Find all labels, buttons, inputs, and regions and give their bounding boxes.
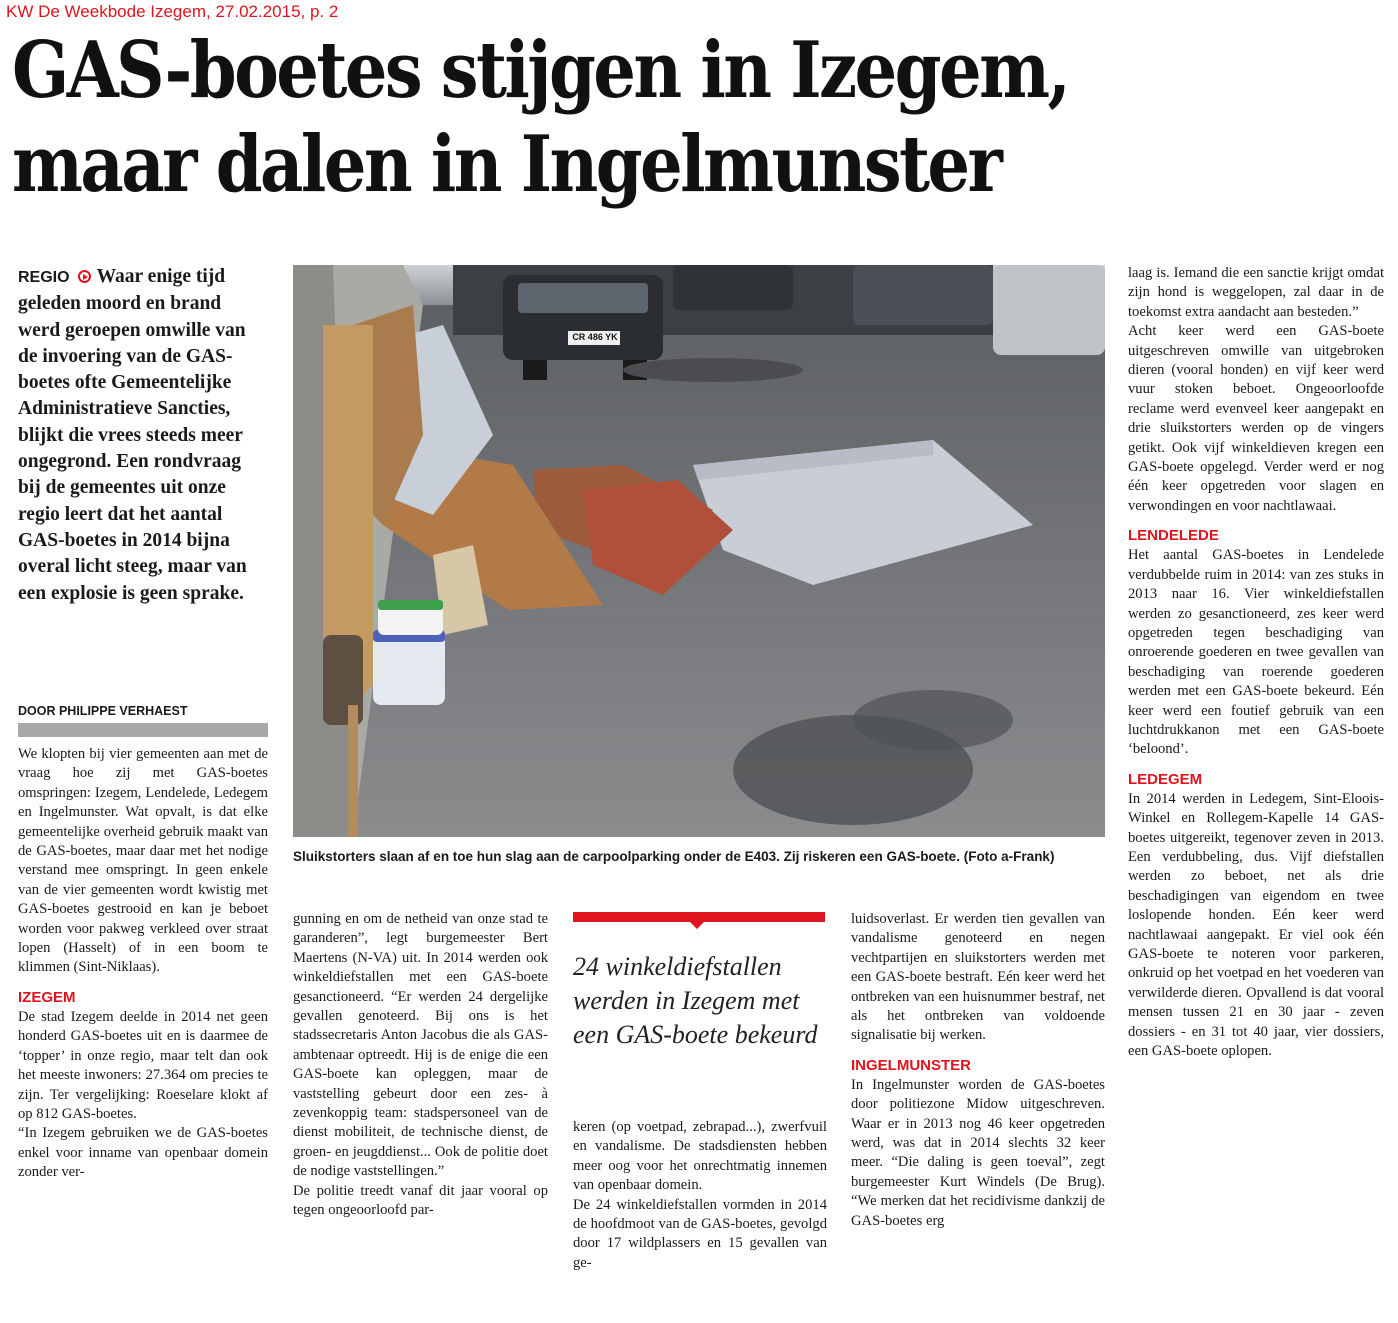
section-heading-izegem: IZEGEM bbox=[18, 988, 76, 1006]
headline-line-1: GAS-boetes stijgen in Izegem, bbox=[12, 25, 1069, 116]
column-1 bbox=[18, 745, 268, 1183]
paragraph: Het aantal GAS-boetes in Lendelede verdubbelde ruim in 2014: van zes stuks in 2013 naar 16. Vier winkeldiefstallen werden zo gesanctioneerd, zes keer werd opgetreden tegen beschadiging van onroerende goederen en twee gevallen van beschadiging van roerende goederen werden met een GAS-boete bekeurd. Eén keer werd een foutief gebruik van een luchtdrukkanon met een GAS-boete ‘beloond’. bbox=[1128, 547, 1384, 758]
source-line: KW De Weekbode Izegem, 27.02.2015, p. 2 bbox=[6, 2, 339, 21]
news-photo bbox=[293, 265, 1105, 837]
paragraph: gunning en om de netheid van onze stad te garanderen”, legt burgemeester Bert Maertens (N-VA) uit. In 2014 werden ook winkeldiefstallen met een GAS-boete gesanctioneerd. “Er werden 24 dergelijke gevallen genoteerd. Bij ons is het stadssecretaris Anton Jacobus die als GAS-ambtenaar optreedt. Hij is de enige die een GAS-boete kan opleggen, maar de vaststelling gebeurt door een zes- à zevenkoppig team: stadspersoneel van de dienst mobiliteit, de technische dienst, de groen- en jeugddienst... Ook de politie doet de nodige vaststellingen.” bbox=[293, 911, 548, 1180]
paragraph: De stad Izegem deelde in 2014 net geen honderd GAS-boetes uit en is daarmee de ‘topper’ in onze regio, maar telt dan ook het meeste inwoners: 27.364 om precies te zijn. Ter vergelijking: Roeselare klokt af op 812 GAS-boetes. bbox=[18, 1008, 268, 1122]
byline: DOOR PHILIPPE VERHAEST bbox=[18, 704, 188, 718]
column-5 bbox=[1128, 264, 1384, 1061]
column-2 bbox=[293, 910, 548, 1221]
paragraph: “In Izegem gebruiken we de GAS-boetes enkel voor inname van openbaar domein zonder ver- bbox=[18, 1125, 268, 1181]
paragraph: laag is. Iemand die een sanctie krijgt omdat zijn hond is weggelopen, zal daar in de toekomst extra aandacht aan besteden.” bbox=[1128, 265, 1384, 320]
paragraph: De 24 winkeldiefstallen vormden in 2014 de hoofdmoot van de GAS-boetes, gevolgd door 17 wildplassers en 15 gevallen van ge- bbox=[573, 1196, 827, 1271]
license-plate: CR 486 YK bbox=[572, 332, 618, 342]
arrow-circle-icon bbox=[78, 270, 91, 283]
headline bbox=[12, 24, 1199, 212]
paragraph: In 2014 werden in Ledegem, Sint-Eloois-Winkel en Rollegem-Kapelle 14 GAS-boetes uitgereikt, tegenover zeven in 2013. Een verdubbeling, dus. Vijf diefstallen werden zo beboet, net als drie beschadigingen van eigendom en twee loslopende honden. Eén keer werd nachtlawaai aangepakt. Er viel ook één GAS-boete te noteren voor parkeren, onkruid op het voetpad en het voederen van verwilderde dieren. Opvallend is dat vooral mensen tussen 21 en 30 jaar - zeven dossiers - en 31 tot 40 jaar, vier dossiers, een GAS-boete oplopen. bbox=[1128, 790, 1384, 1060]
section-heading-ledegem: LEDEGEM bbox=[1128, 770, 1203, 788]
pull-quote: 24 winkeldiefstallen werden in Izegem met een GAS-boete bekeurd bbox=[573, 952, 818, 1049]
quote-pointer-icon bbox=[689, 921, 705, 929]
paragraph: keren (op voetpad, zebrapad...), zwerfvuil en vandalisme. De stadsdiensten hebben meer oog voor het onrechtmatig innemen van openbaar domein. bbox=[573, 1119, 827, 1194]
region-label: REGIO bbox=[18, 269, 70, 286]
headline-line-2: maar dalen in Ingelmunster bbox=[12, 119, 1001, 210]
paragraph: Acht keer werd een GAS-boete uitgeschreven omwille van uitgebroken dieren (vooral honden) en vijf keer werd vuur stoken beboet. Ongeoorloofde reclame werd evenveel keer aangepakt en drie sluikstorters werden op de vingers getikt. Ook vijf winkeldieven kregen een GAS-boete opgelegd. Verder werd er nog één keer opgetreden voor slagen en verwondingen en voor nachtlawaai. bbox=[1128, 323, 1384, 514]
column-4 bbox=[851, 910, 1105, 1231]
section-heading-lendelede: LENDELEDE bbox=[1128, 527, 1219, 545]
intro-text: Waar enige tijd geleden moord en brand werd geroepen omwille van de invoering van de GAS-boetes ofte Gemeentelijke Administratieve Sancties, blijkt die vrees steeds meer ongegrond. Een rondvraag bij de gemeentes uit onze regio leert dat het aantal GAS-boetes in 2014 bijna overal licht steeg, maar van een explosie is geen sprake. bbox=[18, 266, 247, 604]
paragraph: In Ingelmunster worden de GAS-boetes door politiezone Midow uitgeschreven. Waar er in 2013 nog 46 keer opgetreden werd, was dat in 2014 slechts 32 keer meer. “Die daling is geen toeval”, zegt burgemeester Kurt Windels (De Brug). “We merken dat het recidivisme dankzij de GAS-boetes erg bbox=[851, 1076, 1105, 1229]
paragraph: We klopten bij vier gemeenten aan met de vraag hoe zij met GAS-boetes omspringen: Izegem, Lendelede, Ledegem en Ingelmunster. Wat opvalt, is dat elke gemeentelijke overheid gebruik maakt van de GAS-boetes, maar daar met het nodige verstand mee omspringt. In geen enkele van de vier gemeenten wordt kwistig met GAS-boetes gestrooid en kan je beboet worden voor pakweg verkleed over straat lopen (Hasselt) of in een boom te klimmen (Sint-Niklaas). bbox=[18, 746, 268, 976]
dumped-waste-photo-graphic bbox=[293, 265, 1105, 837]
paragraph: luidsoverlast. Er werden tien gevallen van vandalisme genoteerd en negen vechtpartijen en sluikstorters werden met een GAS-boete bestraft. Eén keer werd het ontbreken van een huisnummer bestraf, net als het ontbreken van voldoende signalisatie bij werken. bbox=[851, 911, 1105, 1044]
section-heading-ingelmunster: INGELMUNSTER bbox=[851, 1056, 971, 1074]
column-3 bbox=[573, 1118, 827, 1273]
intro-lead bbox=[18, 264, 263, 607]
photo-caption: Sluikstorters slaan af en toe hun slag aan de carpoolparking onder de E403. Zij riskeren een GAS-boete. (Foto a-Frank) bbox=[293, 849, 1055, 864]
paragraph: De politie treedt vanaf dit jaar vooral op tegen ongeoorloofd par- bbox=[293, 1182, 548, 1219]
byline-rule bbox=[18, 723, 268, 737]
